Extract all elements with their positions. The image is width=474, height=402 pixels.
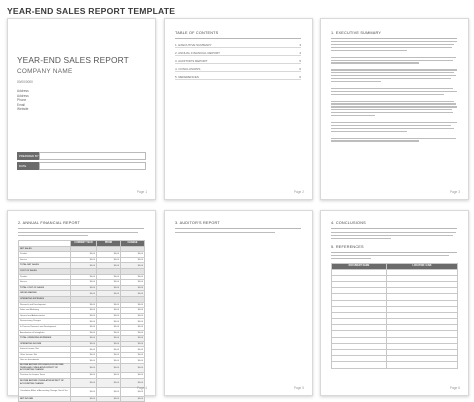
financial-row bbox=[19, 378, 145, 387]
financial-cell[interactable]: $0.00 bbox=[71, 291, 97, 297]
financial-cell[interactable]: $0.00 bbox=[97, 291, 121, 297]
financial-cell[interactable]: $0.00 bbox=[97, 252, 121, 258]
summary-text-line bbox=[331, 47, 452, 48]
summary-text-line bbox=[331, 57, 456, 58]
conclusions-heading: 4. CONCLUSIONS bbox=[331, 221, 366, 225]
financial-row bbox=[19, 396, 145, 402]
financial-cell[interactable]: $0.00 bbox=[121, 352, 145, 358]
references-cell[interactable] bbox=[387, 362, 458, 368]
financial-row-label: OPERATING INCOME bbox=[19, 341, 71, 347]
financial-row-label: Service bbox=[19, 257, 71, 263]
financial-cell[interactable]: $0.00 bbox=[97, 257, 121, 263]
conclusions-text-line bbox=[331, 238, 391, 239]
page-executive-summary[interactable] bbox=[320, 18, 469, 200]
financial-rule bbox=[18, 228, 144, 229]
references-column-header: DOCUMENT NAME bbox=[332, 264, 387, 270]
financial-cell[interactable]: $0.00 bbox=[97, 378, 121, 387]
toc-heading: TABLE OF CONTENTS bbox=[175, 31, 219, 35]
cover-title: YEAR-END SALES REPORT bbox=[17, 55, 129, 65]
financial-cell[interactable]: $0.00 bbox=[121, 396, 145, 402]
summary-text-line bbox=[331, 41, 457, 42]
references-row[interactable] bbox=[332, 362, 458, 368]
page-auditor-report[interactable] bbox=[164, 210, 313, 396]
financial-cell[interactable]: $0.00 bbox=[71, 396, 97, 402]
financial-cell[interactable]: $0.00 bbox=[121, 319, 145, 325]
financial-cell[interactable]: $0.00 bbox=[121, 274, 145, 280]
financial-cell[interactable]: $0.00 bbox=[97, 352, 121, 358]
financial-cell[interactable]: $0.00 bbox=[97, 280, 121, 286]
financial-cell[interactable]: $0.00 bbox=[97, 308, 121, 314]
summary-text-line bbox=[331, 125, 451, 126]
summary-text-line bbox=[331, 44, 454, 45]
financial-row-label: INCOME BEFORE PROVISION FOR INCOME TAXES AND CUMULATIVE EFFECT OF ACCOUNTING CHANGE bbox=[19, 364, 71, 373]
financial-cell[interactable]: $0.00 bbox=[71, 285, 97, 291]
summary-text-line bbox=[331, 131, 407, 132]
cover-address-line: Address bbox=[17, 93, 29, 98]
cover-address-line: Address bbox=[17, 89, 29, 93]
financial-cell[interactable]: $0.00 bbox=[121, 373, 145, 379]
financial-cell[interactable]: $0.00 bbox=[121, 263, 145, 269]
financial-row-label: TOTAL COST OF SALES bbox=[19, 285, 71, 291]
financial-cell[interactable]: $0.00 bbox=[71, 274, 97, 280]
financial-cell[interactable]: $0.00 bbox=[71, 364, 97, 373]
financial-cell[interactable]: $0.00 bbox=[121, 291, 145, 297]
page-number: Page 5 bbox=[293, 386, 304, 390]
cover-date: 00/00/0000 bbox=[17, 80, 33, 84]
summary-text-line bbox=[331, 88, 453, 89]
financial-cell[interactable]: $0.00 bbox=[97, 364, 121, 373]
financial-row-label: Restructuring Charges bbox=[19, 319, 71, 325]
summary-text-line bbox=[331, 103, 456, 104]
date-field[interactable] bbox=[39, 162, 146, 170]
conclusions-text-line bbox=[331, 232, 456, 233]
summary-text-line bbox=[331, 128, 454, 129]
references-rule bbox=[331, 252, 457, 253]
toc-item[interactable] bbox=[175, 73, 301, 80]
financial-cell[interactable]: $0.00 bbox=[97, 302, 121, 308]
summary-text-line bbox=[331, 72, 454, 73]
financial-cell[interactable]: $0.00 bbox=[97, 263, 121, 269]
financial-cell[interactable]: $0.00 bbox=[97, 336, 121, 342]
financial-cell[interactable]: $0.00 bbox=[71, 302, 97, 308]
financial-row-label: Gain on Investments bbox=[19, 358, 71, 364]
financial-column-header: CURRENT YEAR bbox=[71, 241, 97, 247]
toc-item-page: 4 bbox=[299, 51, 301, 55]
prepared-by-field[interactable] bbox=[39, 152, 146, 160]
financial-cell[interactable]: $0.00 bbox=[97, 324, 121, 330]
cover-address-line: Email bbox=[17, 102, 25, 107]
page-conclusions[interactable] bbox=[320, 210, 469, 396]
financial-cell[interactable]: $0.00 bbox=[97, 285, 121, 291]
financial-cell[interactable]: $0.00 bbox=[97, 319, 121, 325]
toc-item[interactable] bbox=[175, 41, 301, 48]
financial-cell[interactable]: $0.00 bbox=[71, 358, 97, 364]
summary-text-line bbox=[331, 62, 419, 63]
financial-cell[interactable]: $0.00 bbox=[71, 336, 97, 342]
toc-item-label: 4. CONCLUSIONS bbox=[175, 67, 201, 71]
financial-row-label: Amortization of Intangibles bbox=[19, 330, 71, 336]
financial-row-label: TOTAL OPERATING EXPENSES bbox=[19, 336, 71, 342]
financial-row-label: COST OF SALES bbox=[19, 268, 71, 274]
toc-rule bbox=[175, 38, 301, 39]
summary-text-line bbox=[331, 69, 457, 70]
page-cover[interactable] bbox=[7, 18, 156, 200]
financial-cell[interactable]: $0.00 bbox=[121, 285, 145, 291]
page-number: Page 1 bbox=[136, 190, 147, 194]
financial-row-label: GROSS MARGIN bbox=[19, 291, 71, 297]
financial-row-label: Cumulative Effect of Accounting Change, Net of Tax bbox=[19, 387, 71, 396]
financial-row-label: Provision for Income Taxes bbox=[19, 373, 71, 379]
financial-row bbox=[19, 387, 145, 396]
financial-cell[interactable]: $0.00 bbox=[121, 257, 145, 263]
page-number: Page 4 bbox=[136, 386, 147, 390]
summary-text-line bbox=[331, 78, 451, 79]
financial-row-label: Interest Income, Net bbox=[19, 347, 71, 353]
toc-list bbox=[175, 41, 301, 81]
financial-cell[interactable]: $0.00 bbox=[97, 330, 121, 336]
summary-rule bbox=[331, 38, 457, 39]
financial-row-label: Research and Development bbox=[19, 302, 71, 308]
summary-text-line bbox=[331, 81, 381, 82]
financial-cell[interactable]: $0.00 bbox=[71, 257, 97, 263]
financial-row-label: Sales and Marketing bbox=[19, 308, 71, 314]
financial-cell[interactable]: $0.00 bbox=[121, 387, 145, 396]
financial-cell[interactable]: $0.00 bbox=[121, 313, 145, 319]
summary-text-line bbox=[331, 115, 375, 116]
toc-item-label: 5. REFERENCES bbox=[175, 75, 199, 79]
auditor-heading: 3. AUDITOR'S REPORT bbox=[175, 221, 220, 225]
financial-cell[interactable]: $0.00 bbox=[97, 387, 121, 396]
cover-company: COMPANY NAME bbox=[17, 68, 73, 75]
toc-item-label: 1. EXECUTIVE SUMMARY bbox=[175, 43, 212, 47]
financial-cell[interactable]: $0.00 bbox=[121, 280, 145, 286]
financial-row-label: NET SALES bbox=[19, 246, 71, 252]
financial-cell[interactable]: $0.00 bbox=[97, 373, 121, 379]
financial-heading: 2. ANNUAL FINANCIAL REPORT bbox=[18, 221, 81, 225]
summary-text-line bbox=[331, 122, 457, 123]
summary-text-line bbox=[331, 138, 456, 139]
financial-cell[interactable]: $0.00 bbox=[71, 352, 97, 358]
references-text-line bbox=[331, 255, 449, 256]
summary-text-line bbox=[331, 106, 457, 107]
summary-text-line bbox=[331, 101, 454, 102]
page-number: Page 2 bbox=[293, 190, 304, 194]
financial-cell[interactable]: $0.00 bbox=[71, 263, 97, 269]
toc-item-page: 6 bbox=[299, 75, 301, 79]
conclusions-text-line bbox=[331, 235, 453, 236]
page-number: Page 3 bbox=[449, 190, 460, 194]
financial-cell[interactable]: $0.00 bbox=[121, 252, 145, 258]
references-table bbox=[331, 263, 458, 369]
financial-column-header: CHANGE bbox=[121, 241, 145, 247]
financial-cell[interactable]: $0.00 bbox=[71, 330, 97, 336]
financial-row-label: NET INCOME bbox=[19, 396, 71, 402]
summary-text-line bbox=[331, 75, 456, 76]
financial-row-label: Product bbox=[19, 252, 71, 258]
conclusions-rule bbox=[331, 228, 457, 229]
prepared-by-label: PREPARED BY bbox=[19, 154, 39, 158]
financial-cell[interactable]: $0.00 bbox=[71, 387, 97, 396]
cover-address-line: Phone bbox=[17, 98, 27, 102]
cover-address-line: Website bbox=[17, 107, 29, 111]
toc-item-page: 6 bbox=[299, 67, 301, 71]
financial-cell[interactable]: $0.00 bbox=[121, 364, 145, 373]
summary-text-line bbox=[331, 50, 407, 51]
financial-cell[interactable]: $0.00 bbox=[71, 341, 97, 347]
financial-cell[interactable]: $0.00 bbox=[71, 308, 97, 314]
toc-item[interactable] bbox=[175, 57, 301, 64]
summary-text-line bbox=[331, 91, 457, 92]
prepared-by-table bbox=[17, 152, 146, 170]
financial-cell[interactable]: $0.00 bbox=[71, 280, 97, 286]
toc-item-label: 3. AUDITOR'S REPORT bbox=[175, 59, 208, 63]
financial-cell[interactable]: $0.00 bbox=[121, 308, 145, 314]
page-toc[interactable] bbox=[164, 18, 313, 200]
financial-cell[interactable]: $0.00 bbox=[121, 324, 145, 330]
financial-cell[interactable]: $0.00 bbox=[97, 313, 121, 319]
financial-cell[interactable]: $0.00 bbox=[71, 373, 97, 379]
references-heading: 5. REFERENCES bbox=[331, 245, 364, 249]
summary-text-line bbox=[331, 94, 444, 95]
toc-item-page: 3 bbox=[299, 43, 301, 47]
summary-text-line bbox=[331, 109, 452, 110]
financial-column-header: PRIOR bbox=[97, 241, 121, 247]
auditor-rule bbox=[175, 228, 301, 229]
financial-cell[interactable]: $0.00 bbox=[121, 347, 145, 353]
references-text-line bbox=[331, 258, 371, 259]
financial-cell[interactable]: $0.00 bbox=[71, 324, 97, 330]
financial-row-label: Other Income, Net bbox=[19, 352, 71, 358]
summary-text-line bbox=[331, 60, 453, 61]
toc-item-page: 5 bbox=[299, 59, 301, 63]
financial-cell[interactable]: $0.00 bbox=[121, 341, 145, 347]
toc-item-label: 2. ANNUAL FINANCIAL REPORT bbox=[175, 51, 220, 55]
financial-cell[interactable]: $0.00 bbox=[71, 319, 97, 325]
toc-item[interactable] bbox=[175, 49, 301, 56]
financial-row-label: Product bbox=[19, 274, 71, 280]
financial-cell[interactable]: $0.00 bbox=[71, 378, 97, 387]
financial-table bbox=[18, 240, 145, 402]
references-column-header: LOCATION / LINK bbox=[387, 264, 458, 270]
financial-intro-line bbox=[18, 232, 138, 233]
financial-cell[interactable]: $0.00 bbox=[97, 274, 121, 280]
toc-item[interactable] bbox=[175, 65, 301, 72]
summary-text-line bbox=[331, 112, 453, 113]
page-financial-report[interactable] bbox=[7, 210, 156, 400]
financial-cell[interactable]: $0.00 bbox=[71, 313, 97, 319]
financial-row-label: Service bbox=[19, 280, 71, 286]
financial-row-label: General and Administrative bbox=[19, 313, 71, 319]
references-cell[interactable] bbox=[332, 362, 387, 368]
page-number: Page 6 bbox=[449, 386, 460, 390]
financial-row-label: OPERATING EXPENSES bbox=[19, 296, 71, 302]
financial-cell[interactable]: $0.00 bbox=[97, 341, 121, 347]
financial-cell[interactable]: $0.00 bbox=[97, 347, 121, 353]
financial-cell[interactable]: $0.00 bbox=[121, 330, 145, 336]
auditor-text-line bbox=[175, 232, 275, 233]
template-title: YEAR-END SALES REPORT TEMPLATE bbox=[7, 6, 176, 16]
financial-cell[interactable]: $0.00 bbox=[121, 358, 145, 364]
financial-row-label: In Process Research and Development bbox=[19, 324, 71, 330]
financial-row-label: INCOME BEFORE CUMULATIVE EFFECT OF ACCOUNTING CHANGE bbox=[19, 378, 71, 387]
cover-address-block bbox=[17, 89, 29, 112]
financial-cell[interactable]: $0.00 bbox=[71, 347, 97, 353]
summary-body-text bbox=[331, 41, 457, 181]
financial-cell[interactable]: $0.00 bbox=[121, 302, 145, 308]
financial-cell[interactable]: $0.00 bbox=[97, 396, 121, 402]
financial-cell[interactable]: $0.00 bbox=[97, 358, 121, 364]
summary-text-line bbox=[331, 140, 419, 141]
financial-row bbox=[19, 364, 145, 373]
financial-cell[interactable]: $0.00 bbox=[121, 336, 145, 342]
financial-cell[interactable]: $0.00 bbox=[71, 252, 97, 258]
financial-cell[interactable]: $0.00 bbox=[121, 378, 145, 387]
summary-heading: 1. EXECUTIVE SUMMARY bbox=[331, 31, 382, 35]
financial-intro-line bbox=[18, 235, 88, 236]
date-label: DATE bbox=[17, 162, 39, 170]
financial-row-label: TOTAL NET SALES bbox=[19, 263, 71, 269]
